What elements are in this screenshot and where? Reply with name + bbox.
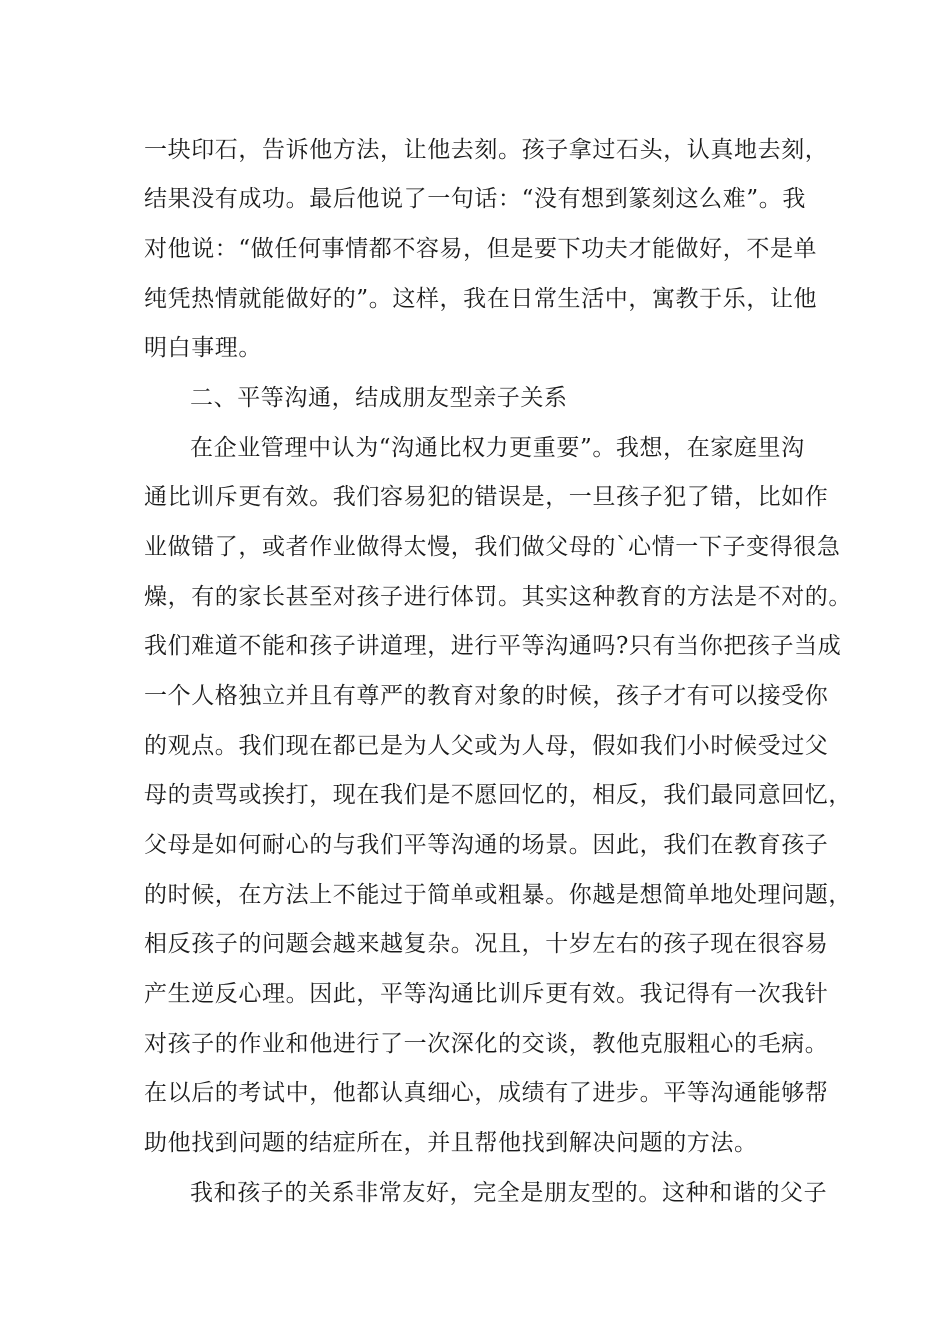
text-line: 通比训斥更有效。我们容易犯的错误是，一旦孩子犯了错，比如作 bbox=[144, 484, 829, 510]
text-line: 产生逆反心理。因此，平等沟通比训斥更有效。我记得有一次我针 bbox=[144, 981, 829, 1007]
text-line: 母的责骂或挨打，现在我们是不愿回忆的，相反，我们最同意回忆， bbox=[144, 782, 852, 808]
paragraph-first-line: 我和孩子的关系非常友好，完全是朋友型的。这种和谐的父子 bbox=[190, 1180, 828, 1206]
paragraph-first-line: 在企业管理中认为“沟通比权力更重要”。我想，在家庭里沟 bbox=[190, 435, 805, 461]
text-line: 对他说：“做任何事情都不容易，但是要下功夫才能做好，不是单 bbox=[144, 236, 818, 262]
text-line: 一个人格独立并且有尊严的教育对象的时候，孩子才有可以接受你 bbox=[144, 683, 829, 709]
text-line: 我们难道不能和孩子讲道理，进行平等沟通吗?只有当你把孩子当成 bbox=[144, 633, 842, 659]
text-line: 明白事理。 bbox=[144, 335, 262, 361]
text-line: 一块印石，告诉他方法，让他去刻。孩子拿过石头，认真地去刻， bbox=[144, 137, 829, 163]
text-line: 燥，有的家长甚至对孩子进行体罚。其实这种教育的方法是不对的。 bbox=[144, 584, 852, 610]
text-line: 助他找到问题的结症所在，并且帮他找到解决问题的方法。 bbox=[144, 1130, 758, 1156]
text-line: 的时候，在方法上不能过于简单或粗暴。你越是想简单地处理问题， bbox=[144, 882, 852, 908]
text-line: 对孩子的作业和他进行了一次深化的交谈，教他克服粗心的毛病。 bbox=[144, 1031, 829, 1057]
text-line: 的观点。我们现在都已是为人父或为人母，假如我们小时候受过父 bbox=[144, 733, 829, 759]
text-line: 纯凭热情就能做好的”。这样，我在日常生活中，寓教于乐，让他 bbox=[144, 286, 818, 312]
text-line: 父母是如何耐心的与我们平等沟通的场景。因此，我们在教育孩子 bbox=[144, 832, 829, 858]
text-line: 在以后的考试中，他都认真细心，成绩有了进步。平等沟通能够帮 bbox=[144, 1080, 829, 1106]
section-heading: 二、平等沟通，结成朋友型亲子关系 bbox=[190, 385, 568, 411]
text-line: 结果没有成功。最后他说了一句话：“没有想到篆刻这么难”。我 bbox=[144, 186, 806, 212]
text-line: 相反孩子的问题会越来越复杂。况且，十岁左右的孩子现在很容易 bbox=[144, 931, 829, 957]
text-line: 业做错了，或者作业做得太慢，我们做父母的`心情一下子变得很急 bbox=[144, 534, 841, 560]
